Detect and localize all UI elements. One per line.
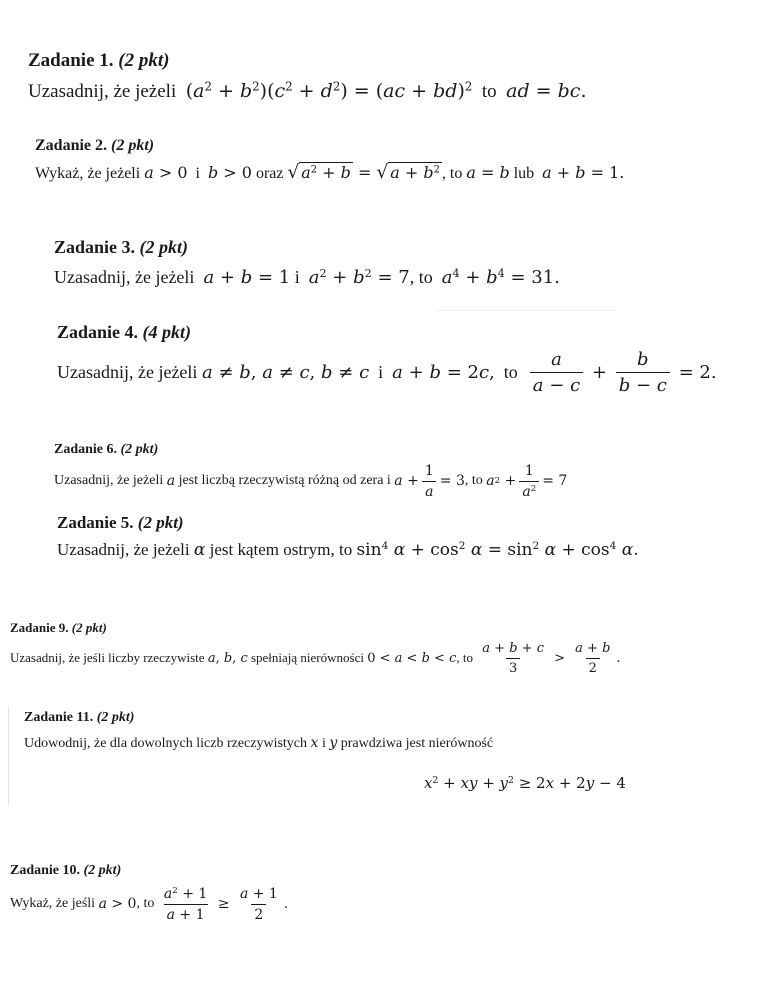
task-5-statement: Uzasadnij, że jeżeli α jest kątem ostrym, to $\sin^4 \alpha + \cos^2 \alpha = \sin^2 \alpha + \cos^4 \alpha$. [57,540,639,560]
task-11-title: Zadanie 11. (2 pkt) [24,710,135,725]
task-10 [10,863,289,923]
task-4-statement: Uzasadnij, że jeżeli a ≠ b, a ≠ c, b ≠ c i a + b = 2c, to $\frac{a}{a - c}$ + $\frac{b}{b - c}$ = 2. [57,348,717,396]
task-6-title: Zadanie 6. (2 pkt) [54,442,159,457]
task-11-statement: Udowodnij, że dla dowolnych liczb rzeczywistych x i y prawdziwa jest nierówność [24,735,494,751]
task-2-statement: Wykaż, że jeżeli a > 0 i b > 0 oraz √ $a^2 + b$ = √ $a + b^2$ , to a = b lub a + b = 1. [35,162,625,183]
task-4-title: Zadanie 4. (4 pkt) [57,322,192,342]
divider [436,310,616,311]
task-11 [24,710,724,792]
task-6-statement: Uzasadnij, że jeżeli a jest liczbą rzeczywistą różną od zera i a + $\frac{1}{a}$ = 3 , to a 2 + $\frac{1}{a^2}$ = 7 [54,462,568,500]
task-2-formula: √ $a^2 + b$ = √ $a + b^2$ [287,162,440,183]
task-1-title: Zadanie 1. (2 pkt) [28,50,170,71]
task-9-title: Zadanie 9. (2 pkt) [10,620,107,635]
task-10-title: Zadanie 10. (2 pkt) [10,863,122,878]
task-1 [28,50,587,102]
task-9-formula: $\frac{a + b + c}{3}$ > $\frac{a + b}{2}$ . [482,640,621,676]
margin-line [8,706,9,806]
task-3-title: Zadanie 3. (2 pkt) [54,237,189,257]
task-11-formula: $x^2$ + xy + $y^2 \ge 2x + 2y - 4$ [424,774,626,792]
task-1-formula: $(a^2 + b^2)(c^2 + d^2) = (ac + bd)^2$ [185,79,473,102]
task-6-formula: a 2 + $\frac{1}{a^2}$ = 7 [486,462,568,500]
task-9 [10,620,621,676]
task-4-formula: $\frac{a}{a - c}$ + $\frac{b}{b - c}$ = 2. [527,349,717,396]
task-6 [54,442,568,500]
task-5-formula: $\sin^4 \alpha + \cos^2 \alpha = \sin^2 \alpha + \cos^4 \alpha$. [356,540,639,560]
task-10-statement: Wykaż, że jeśli a > 0 , to $\frac{a^2 + 1}{a + 1}$ ≥ $\frac{a + 1}{2}$ . [10,885,289,923]
task-3-statement: Uzasadnij, że jeżeli a + b = 1 i $a^2 + b^2 = 7$, to $a^4 + b^4 = 31$. [54,266,560,288]
task-3 [54,237,560,288]
task-1-statement: Uzasadnij, że jeżeli $(a^2 + b^2)(c^2 + d^2) = (ac + bd)^2$ to ad = bc. [28,79,587,102]
task-2-title: Zadanie 2. (2 pkt) [35,137,155,154]
task-10-formula: $\frac{a^2 + 1}{a + 1}$ ≥ $\frac{a + 1}{2}$ . [163,885,289,923]
task-9-statement: Uzasadnij, że jeśli liczby rzeczywiste a, b, c spełniają nierówności 0 < a < b < c , to $\frac{a + b + c}{3}$ > $\frac{a + b}{2}$ . [10,640,621,676]
task-4 [57,322,717,396]
task-2 [35,137,625,183]
task-5 [57,513,639,560]
task-5-title: Zadanie 5. (2 pkt) [57,513,184,532]
